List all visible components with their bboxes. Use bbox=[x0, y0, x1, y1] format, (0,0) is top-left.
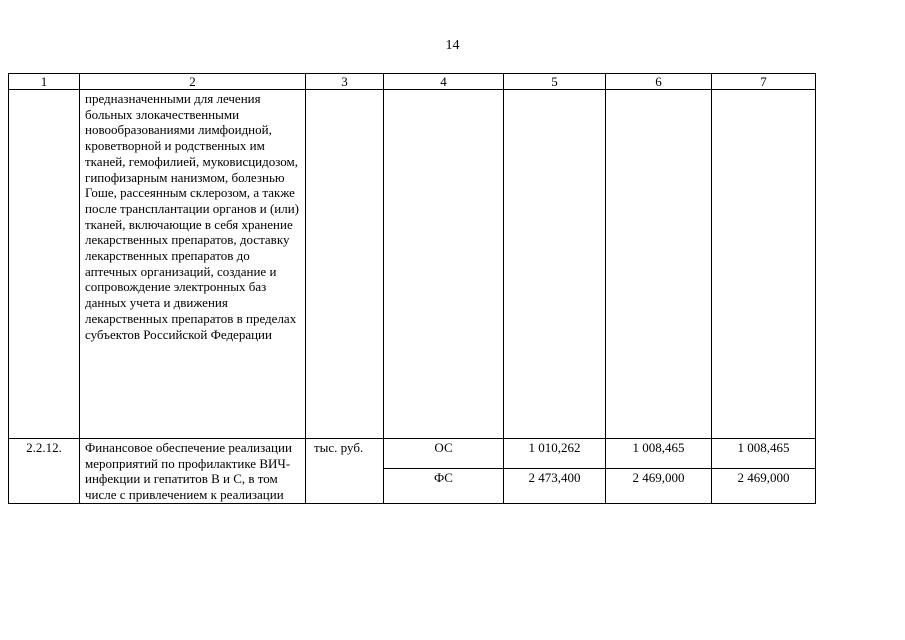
os-value-col7: 1 008,465 bbox=[712, 439, 816, 469]
os-value-col5: 1 010,262 bbox=[504, 439, 606, 469]
cell-source-empty bbox=[384, 90, 504, 439]
row-unit-cell: тыс. руб. bbox=[306, 439, 384, 504]
table-row-2-2-12 bbox=[9, 439, 816, 469]
source-os-cell: ОС bbox=[384, 439, 504, 469]
column-header-1: 1 bbox=[9, 74, 80, 90]
table-row-continuation bbox=[9, 90, 816, 439]
table-header-row bbox=[9, 74, 816, 90]
cell-unit-empty bbox=[306, 90, 384, 439]
cell-number-empty bbox=[9, 90, 80, 439]
continuation-text-cell: предназначенными для лечения больных злокачественными новообразованиями лимфоидной, кроветворной и родственных им тканей, гемофилией, муковисцидозом, гипофизарным нанизмом, болезнью Гоше, рассеянным склерозом, а также после трансплантации органов и (или) тканей, включающие в себя хранение лекарственных препаратов, доставку лекарственных препаратов до аптечных организаций, создание и сопровождение электронных баз данных учета и движения лекарственных препаратов в пределах субъектов Российской Федерации bbox=[80, 90, 306, 439]
row-number-cell: 2.2.12. bbox=[9, 439, 80, 504]
fs-value-col7: 2 469,000 bbox=[712, 469, 816, 504]
column-header-2: 2 bbox=[80, 74, 306, 90]
source-fs-cell: ФС bbox=[384, 469, 504, 504]
column-header-4: 4 bbox=[384, 74, 504, 90]
row-description-cell: Финансовое обеспечение реализации мероприятий по профилактике ВИЧ-инфекции и гепатитов В и С, в том числе с привлечением к реализации bbox=[80, 439, 306, 504]
fs-value-col5: 2 473,400 bbox=[504, 469, 606, 504]
column-header-6: 6 bbox=[606, 74, 712, 90]
column-header-3: 3 bbox=[306, 74, 384, 90]
budget-table bbox=[8, 73, 816, 504]
page-number: 14 bbox=[445, 38, 460, 53]
column-header-7: 7 bbox=[712, 74, 816, 90]
cell-col6-empty bbox=[606, 90, 712, 439]
cell-col5-empty bbox=[504, 90, 606, 439]
fs-value-col6: 2 469,000 bbox=[606, 469, 712, 504]
column-header-5: 5 bbox=[504, 74, 606, 90]
cell-col7-empty bbox=[712, 90, 816, 439]
os-value-col6: 1 008,465 bbox=[606, 439, 712, 469]
